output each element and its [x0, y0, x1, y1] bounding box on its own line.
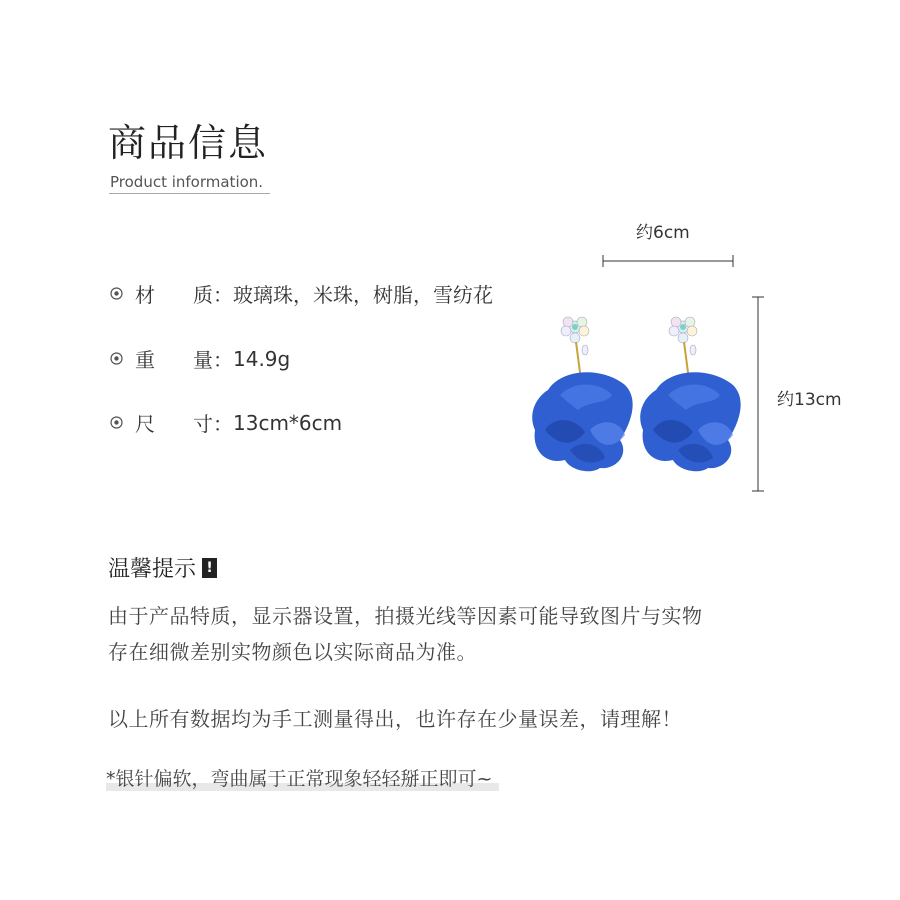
width-dimension-label: 约6cm	[636, 223, 690, 243]
chiffon-flower	[532, 372, 632, 471]
page-subtitle: Product information.	[110, 173, 264, 191]
tips-text-line: 由于产品特质，显示器设置，拍摄光线等因素可能导致图片与实物	[108, 604, 703, 628]
height-dimension-line	[752, 297, 764, 491]
spec-value: 14.9g	[233, 346, 291, 371]
spec-key: 尺	[135, 412, 155, 436]
spec-key: 重	[135, 348, 155, 372]
tips-note: *银针偏软，弯曲属于正常现象轻轻掰正即可~	[106, 768, 493, 790]
spec-key: 质：	[193, 283, 233, 307]
tips-heading	[108, 552, 217, 583]
height-dimension-label: 约13cm	[777, 390, 842, 410]
spec-value: 玻璃珠，米珠，树脂，雪纺花	[233, 283, 493, 307]
tips-title: 温馨提示	[108, 557, 197, 582]
spec-key: 材	[135, 283, 155, 307]
earring-left	[532, 317, 632, 471]
page-title: 商品信息	[108, 121, 269, 165]
exclamation-icon: !	[202, 558, 217, 578]
crystal-stud	[561, 317, 589, 343]
crystal-stud	[669, 317, 697, 343]
width-dimension-line	[603, 255, 733, 267]
spec-key: 量：	[193, 348, 233, 372]
tips-text-line: 存在细微差别实物颜色以实际商品为准。	[108, 640, 477, 664]
chiffon-flower	[640, 372, 740, 471]
spec-key: 寸：	[193, 412, 233, 436]
tips-text-line: 以上所有数据均为手工测量得出，也许存在少量误差，请理解！	[108, 707, 682, 731]
earring-right	[640, 317, 740, 471]
spec-value: 13cm*6cm	[233, 410, 343, 435]
